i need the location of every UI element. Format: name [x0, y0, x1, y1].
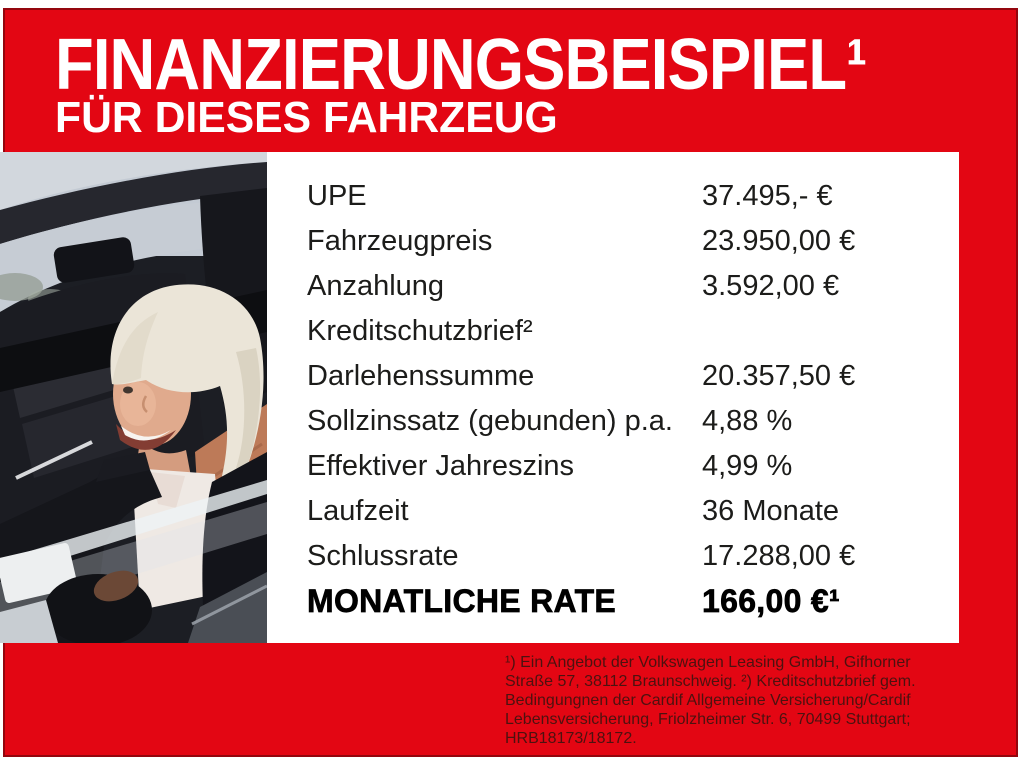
finance-table-row	[307, 309, 959, 354]
finance-row-value: 37.495,- €	[702, 180, 833, 212]
finance-row-label: Kreditschutzbrief²	[307, 315, 533, 347]
page-title: FINANZIERUNGSBEISPIEL¹	[55, 25, 867, 105]
finance-row-label: Darlehenssumme	[307, 360, 535, 392]
footnote-line: Straße 57, 38112 Braunschweig. ²) Kreditschutzbrief gem.	[505, 673, 916, 690]
vehicle-photo-illustration	[0, 152, 267, 643]
finance-row-value: 4,88 %	[702, 405, 793, 437]
finance-table-row	[307, 444, 959, 489]
finance-table-row	[307, 174, 959, 219]
finance-row-value: 17.288,00 €	[702, 540, 856, 572]
finance-table-row	[307, 489, 959, 534]
finance-row-label: Laufzeit	[307, 495, 409, 527]
finance-row-value: 3.592,00 €	[702, 270, 840, 302]
vehicle-photo	[0, 152, 267, 643]
finance-row-label: Sollzinssatz (gebunden) p.a.	[307, 405, 673, 437]
finance-row-label: Anzahlung	[307, 270, 445, 302]
finance-table-row	[307, 354, 959, 399]
finance-row-label: MONATLICHE RATE	[307, 583, 617, 619]
finance-table-row	[307, 264, 959, 309]
finance-row-value: 20.357,50 €	[702, 360, 856, 392]
finance-row-value: 4,99 %	[702, 450, 793, 482]
finance-table-row	[307, 399, 959, 444]
finance-row-label: Schlussrate	[307, 540, 459, 572]
finance-row-label: Fahrzeugpreis	[307, 225, 493, 257]
page-subtitle: FÜR DIESES FAHRZEUG	[55, 93, 558, 142]
finance-row-value: 23.950,00 €	[702, 225, 856, 257]
finance-row-value: 36 Monate	[702, 495, 840, 527]
legal-footnote	[505, 653, 916, 748]
finance-row-label: Effektiver Jahreszins	[307, 450, 575, 482]
finance-table-row	[307, 534, 959, 579]
footnote-line: Bedingungnen der Cardif Allgemeine Versicherung/Cardif	[505, 692, 911, 709]
footnote-line: ¹) Ein Angebot der Volkswagen Leasing GmbH, Gifhorner	[505, 654, 911, 671]
footnote-line: HRB18173/18172.	[505, 730, 637, 747]
footnote-line: Lebensversicherung, Friolzheimer Str. 6, 70499 Stuttgart;	[505, 711, 911, 728]
finance-table-row	[307, 219, 959, 264]
finance-table-row	[307, 579, 959, 624]
finance-table-panel	[267, 152, 959, 643]
finance-row-value: 166,00 €¹	[702, 583, 840, 619]
finance-row-label: UPE	[307, 180, 367, 212]
